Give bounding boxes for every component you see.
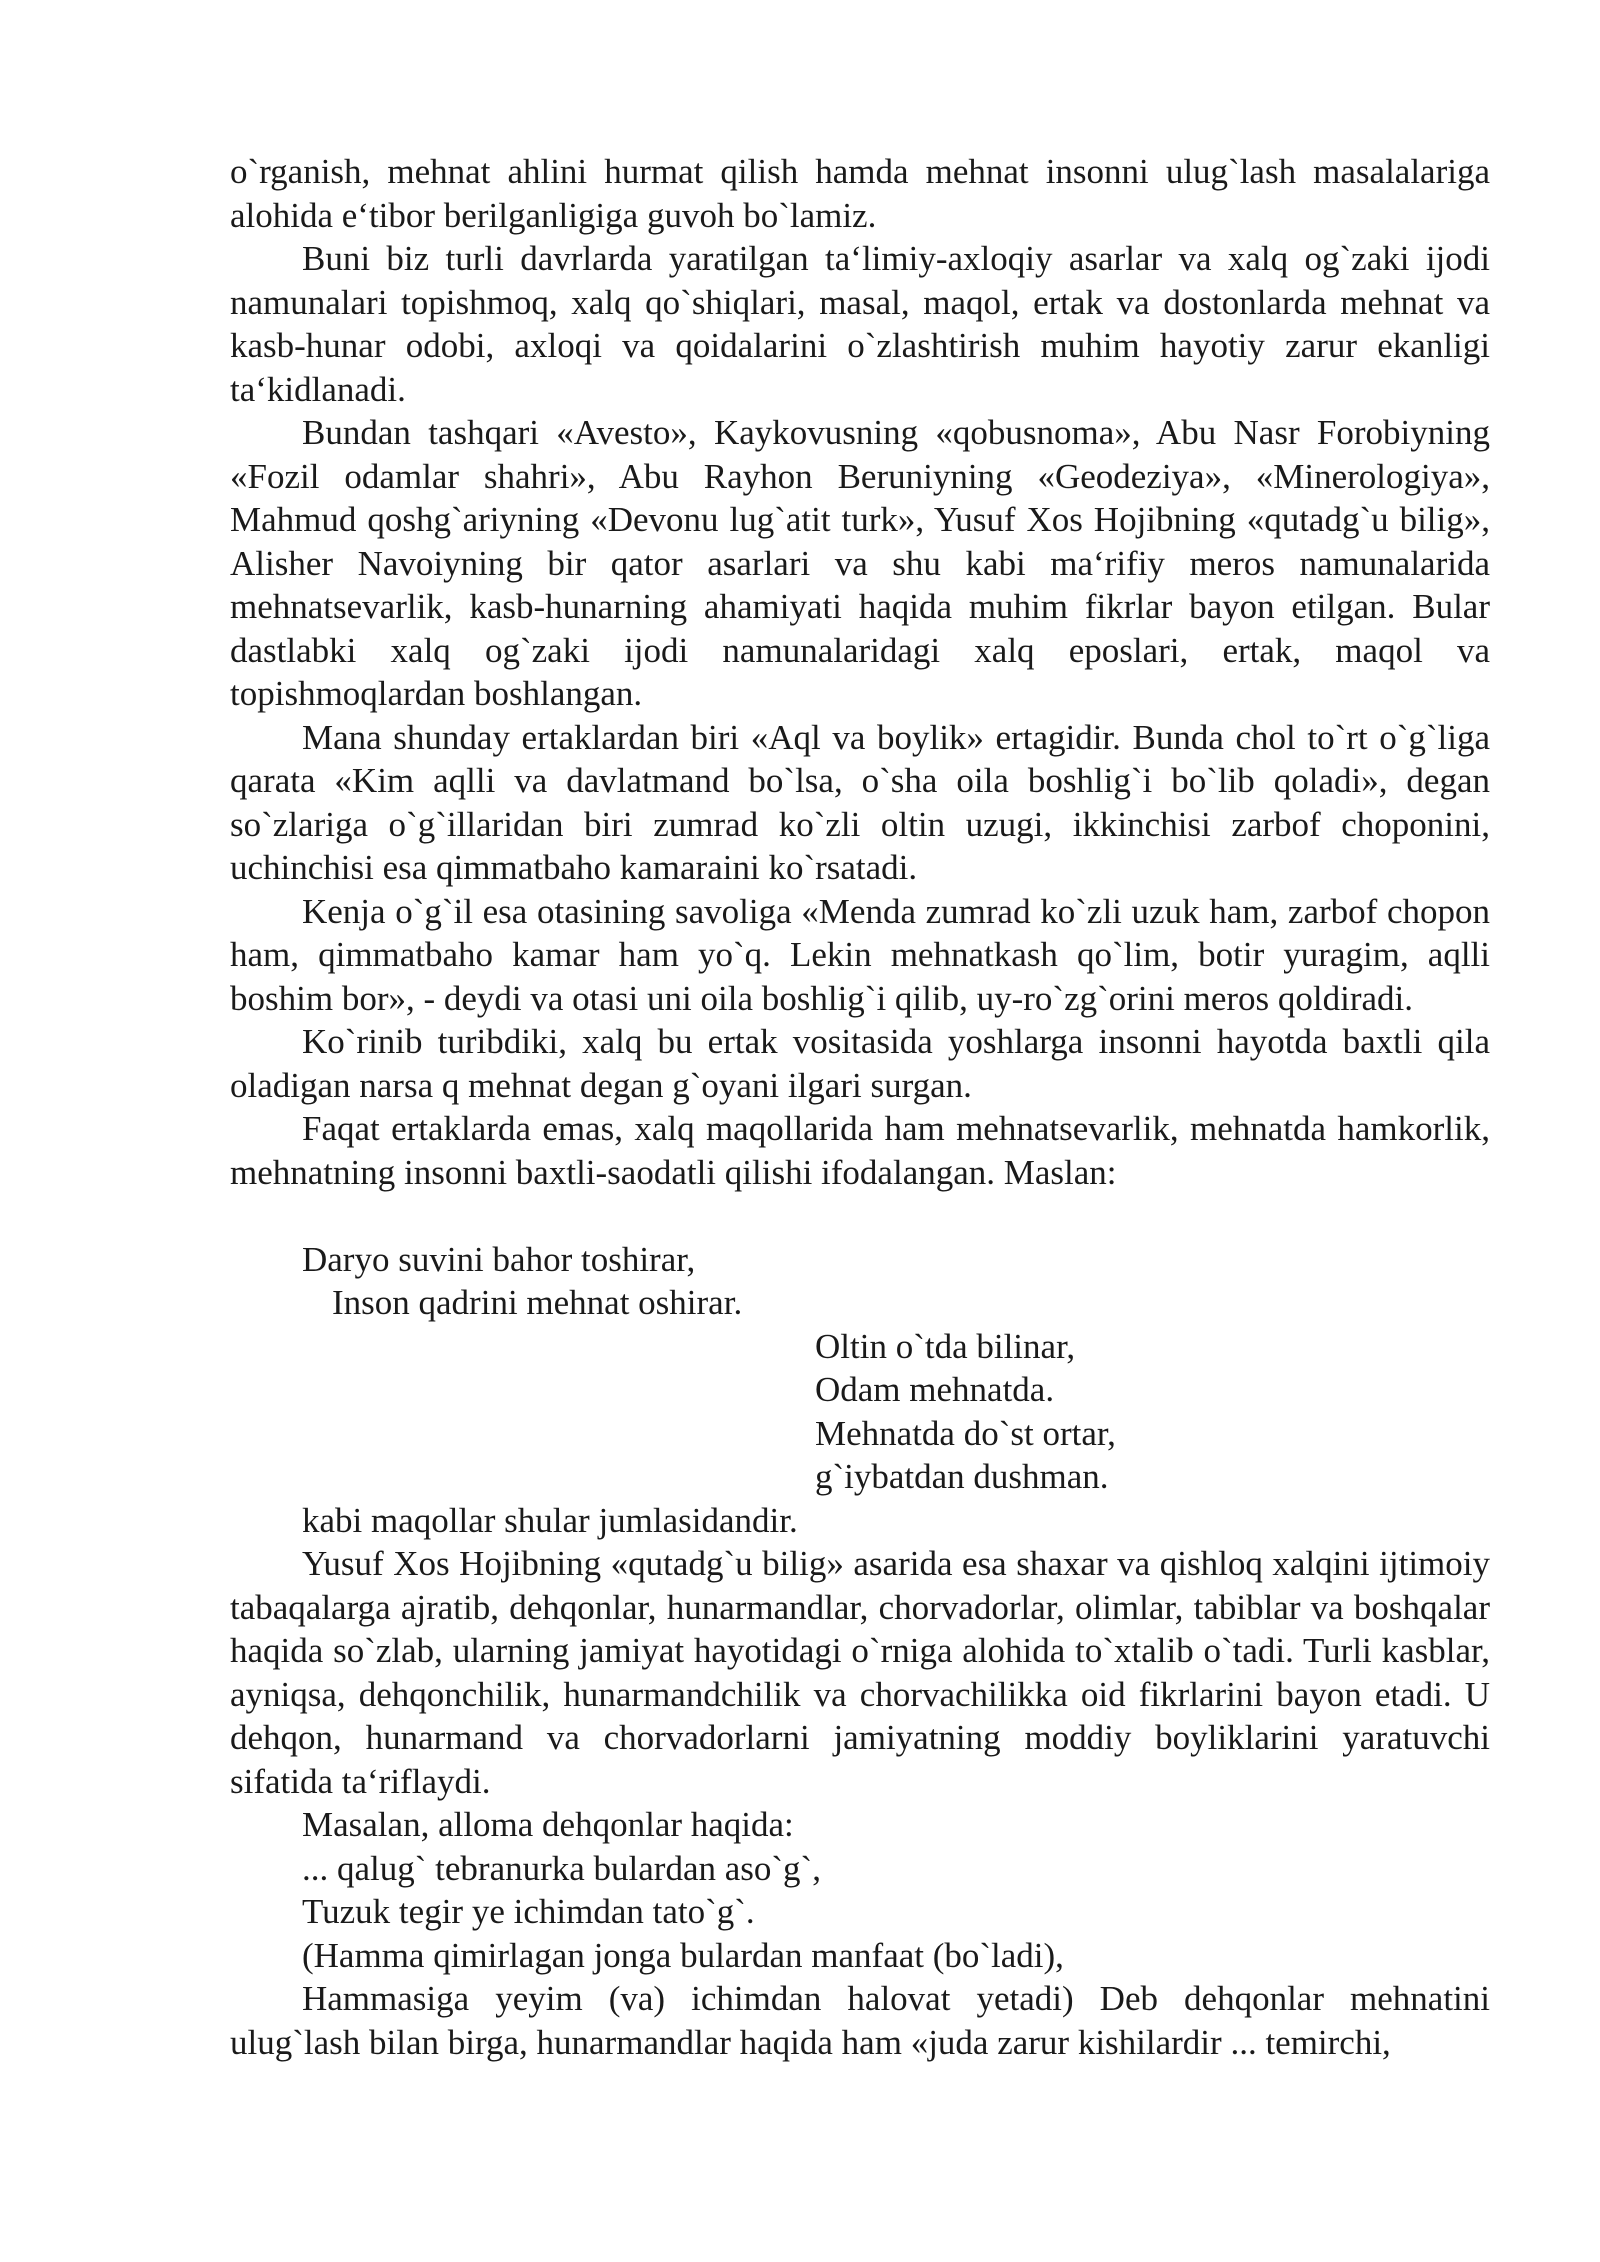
quote-line: ... qalug` tebranurka bulardan aso`g`,: [302, 1848, 821, 1888]
proverb-block-1: [230, 1238, 1490, 1325]
blank-line: [230, 1194, 1490, 1238]
quote-block: [230, 1803, 1490, 1977]
paragraph: Hammasiga yeyim (va) ichimdan halovat yetadi) Deb dehqonlar mehnatini ulug`lash bilan birga, hunarmandlar haqida ham «juda zarur kishilardir ... temirchi,: [230, 1979, 1490, 2062]
quote-line: Tuzuk tegir ye ichimdan tato`g`.: [302, 1892, 755, 1931]
paragraph: Buni biz turli davrlarda yaratilgan ta‘limiy-axloqiy asarlar va xalq og`zaki ijodi namunalari topishmoq, xalq qo`shiqlari, masal, maqol, ertak va dostonlarda mehnat va kasb-hunar odobi, axloqi va qoidalarini o`zlashtirish muhim hayotiy zarur ekanligi ta‘kidlanadi.: [230, 239, 1490, 409]
paragraph: Yusuf Xos Hojibning «qutadg`u bilig» asarida esa shaxar va qishloq xalqini ijtimoiy tabaqalarga ajratib, dehqonlar, hunarmandlar, chorvadorlar, olimlar, tabiblar va boshqalar haqida so`zlab, ularning jamiyat hayotidagi o`rniga alohida to`xtalib o`tadi. Turli kasblar, ayniqsa, dehqonchilik, hunarmandchilik va chorvachilikka oid fikrlarini bayon etadi. U dehqon, hunarmand va chorvadorlarni jamiyatning moddiy boyliklarini yaratuvchi sifatida ta‘riflaydi.: [230, 1544, 1490, 1801]
quote-line: Masalan, alloma dehqonlar haqida:: [302, 1805, 794, 1844]
proverb-line: Mehnatda do`st ortar,: [815, 1413, 1116, 1453]
paragraph: Ko`rinib turibdiki, xalq bu ertak vositasida yoshlarga insonni hayotda baxtli qila oladigan narsa q mehnat degan g`oyani ilgari surgan.: [230, 1022, 1490, 1105]
proverb-line: g`iybatdan dushman.: [815, 1457, 1109, 1496]
proverb-line: Oltin o`tda bilinar,: [815, 1326, 1076, 1366]
proverb-line: Odam mehnatda.: [815, 1370, 1055, 1409]
proverb-line: Daryo suvini bahor toshirar,: [302, 1239, 696, 1279]
document-page: [230, 150, 1490, 2064]
paragraph: Bundan tashqari «Avesto», Kaykovusning «qobusnoma», Abu Nasr Forobiyning «Fozil odamlar shahri», Abu Rayhon Beruniyning «Geodeziya», «Minerologiya», Mahmud qoshg`ariyning «Devonu lug`atit turk», Yusuf Xos Hojibning «qutadg`u bilig», Alisher Navoiyning bir qator asarlari va shu kabi ma‘rifiy meros namunalarida mehnatsevarlik, kasb-hunarning ahamiyati haqida muhim fikrlar bayon etilgan. Bular dastlabki xalq og`zaki ijodi namunalaridagi xalq eposlari, ertak, maqol va topishmoqlardan boshlangan.: [230, 413, 1490, 713]
paragraph: Faqat ertaklarda emas, xalq maqollarida ham mehnatsevarlik, mehnatda hamkorlik, mehnatning insonni baxtli-saodatli qilishi ifodalangan. Maslan:: [230, 1109, 1490, 1192]
proverb-line: Inson qadrini mehnat oshirar.: [332, 1283, 743, 1322]
paragraph-continuation: o`rganish, mehnat ahlini hurmat qilish hamda mehnat insonni ulug`lash masalalariga alohida e‘tibor berilganligiga guvoh bo`lamiz.: [230, 152, 1490, 235]
proverb-block-2: [230, 1325, 1490, 1499]
quote-line: (Hamma qimirlagan jonga bulardan manfaat (bo`ladi),: [302, 1935, 1064, 1975]
proverb-conclusion: kabi maqollar shular jumlasidandir.: [302, 1500, 798, 1540]
paragraph: Mana shunday ertaklardan biri «Aql va boylik» ertagidir. Bunda chol to`rt o`g`liga qarata «Kim aqlli va davlatmand bo`lsa, o`sha oila boshlig`i bo`lib qoladi», degan so`zlariga o`g`illaridan biri zumrad ko`zli oltin uzugi, ikkinchisi zarbof choponini, uchinchisi esa qimmatbaho kamaraini ko`rsatadi.: [230, 717, 1490, 887]
paragraph: Kenja o`g`il esa otasining savoliga «Menda zumrad ko`zli uzuk ham, zarbof chopon ham, qimmatbaho kamar ham yo`q. Lekin mehnatkash qo`lim, botir yuragim, aqlli boshim bor», - deydi va otasi uni oila boshlig`i qilib, uy-ro`zg`orini meros qoldiradi.: [230, 891, 1490, 1018]
